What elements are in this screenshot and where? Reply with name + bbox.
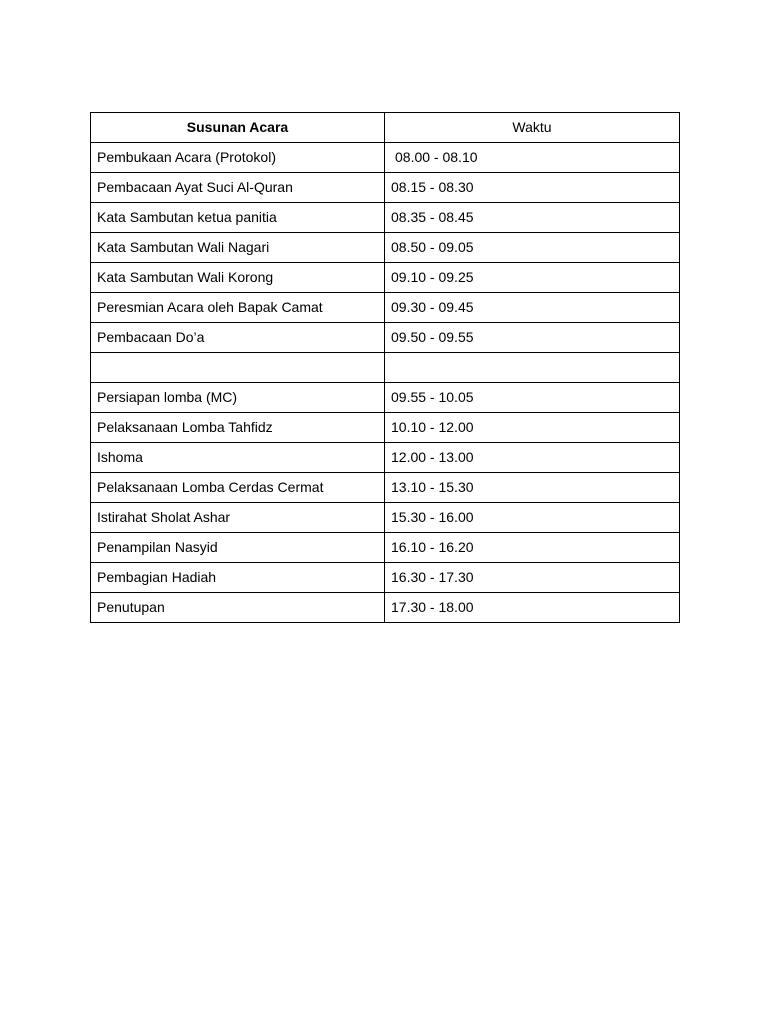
- event-cell: [91, 353, 385, 383]
- event-cell: Kata Sambutan Wali Korong: [91, 263, 385, 293]
- time-cell: 09.50 - 09.55: [385, 323, 680, 353]
- time-cell: 17.30 - 18.00: [385, 593, 680, 623]
- time-cell: 16.30 - 17.30: [385, 563, 680, 593]
- table-row: [91, 533, 680, 563]
- table-row: [91, 143, 680, 173]
- table-row: [91, 473, 680, 503]
- event-cell: Pelaksanaan Lomba Tahfidz: [91, 413, 385, 443]
- table-row: [91, 563, 680, 593]
- time-cell: 09.10 - 09.25: [385, 263, 680, 293]
- time-cell: 12.00 - 13.00: [385, 443, 680, 473]
- event-cell: Pembukaan Acara (Protokol): [91, 143, 385, 173]
- table-row: [91, 203, 680, 233]
- schedule-table: [90, 112, 680, 623]
- event-cell: Penutupan: [91, 593, 385, 623]
- event-cell: Ishoma: [91, 443, 385, 473]
- table-row: [91, 323, 680, 353]
- table-row-empty: [91, 353, 680, 383]
- time-cell: 09.55 - 10.05: [385, 383, 680, 413]
- event-cell: Peresmian Acara oleh Bapak Camat: [91, 293, 385, 323]
- event-cell: Penampilan Nasyid: [91, 533, 385, 563]
- time-cell: 15.30 - 16.00: [385, 503, 680, 533]
- event-cell: Pembagian Hadiah: [91, 563, 385, 593]
- time-cell: 08.35 - 08.45: [385, 203, 680, 233]
- event-cell: Istirahat Sholat Ashar: [91, 503, 385, 533]
- time-cell: 09.30 - 09.45: [385, 293, 680, 323]
- header-susunan-acara: Susunan Acara: [91, 113, 385, 143]
- event-cell: Pembacaan Ayat Suci Al-Quran: [91, 173, 385, 203]
- table-row: [91, 593, 680, 623]
- event-cell: Pelaksanaan Lomba Cerdas Cermat: [91, 473, 385, 503]
- table-header-row: [91, 113, 680, 143]
- event-cell: Pembacaan Do’a: [91, 323, 385, 353]
- table-row: [91, 443, 680, 473]
- table-row: [91, 413, 680, 443]
- time-cell: 08.50 - 09.05: [385, 233, 680, 263]
- time-cell: 08.15 - 08.30: [385, 173, 680, 203]
- table-row: [91, 503, 680, 533]
- table-row: [91, 173, 680, 203]
- table-row: [91, 233, 680, 263]
- event-cell: Persiapan lomba (MC): [91, 383, 385, 413]
- time-cell: 13.10 - 15.30: [385, 473, 680, 503]
- time-cell: 10.10 - 12.00: [385, 413, 680, 443]
- time-cell: 08.00 - 08.10: [385, 143, 680, 173]
- header-waktu: Waktu: [385, 113, 680, 143]
- time-cell: [385, 353, 680, 383]
- time-cell: 16.10 - 16.20: [385, 533, 680, 563]
- event-cell: Kata Sambutan Wali Nagari: [91, 233, 385, 263]
- table-row: [91, 293, 680, 323]
- event-cell: Kata Sambutan ketua panitia: [91, 203, 385, 233]
- table-row: [91, 383, 680, 413]
- table-row: [91, 263, 680, 293]
